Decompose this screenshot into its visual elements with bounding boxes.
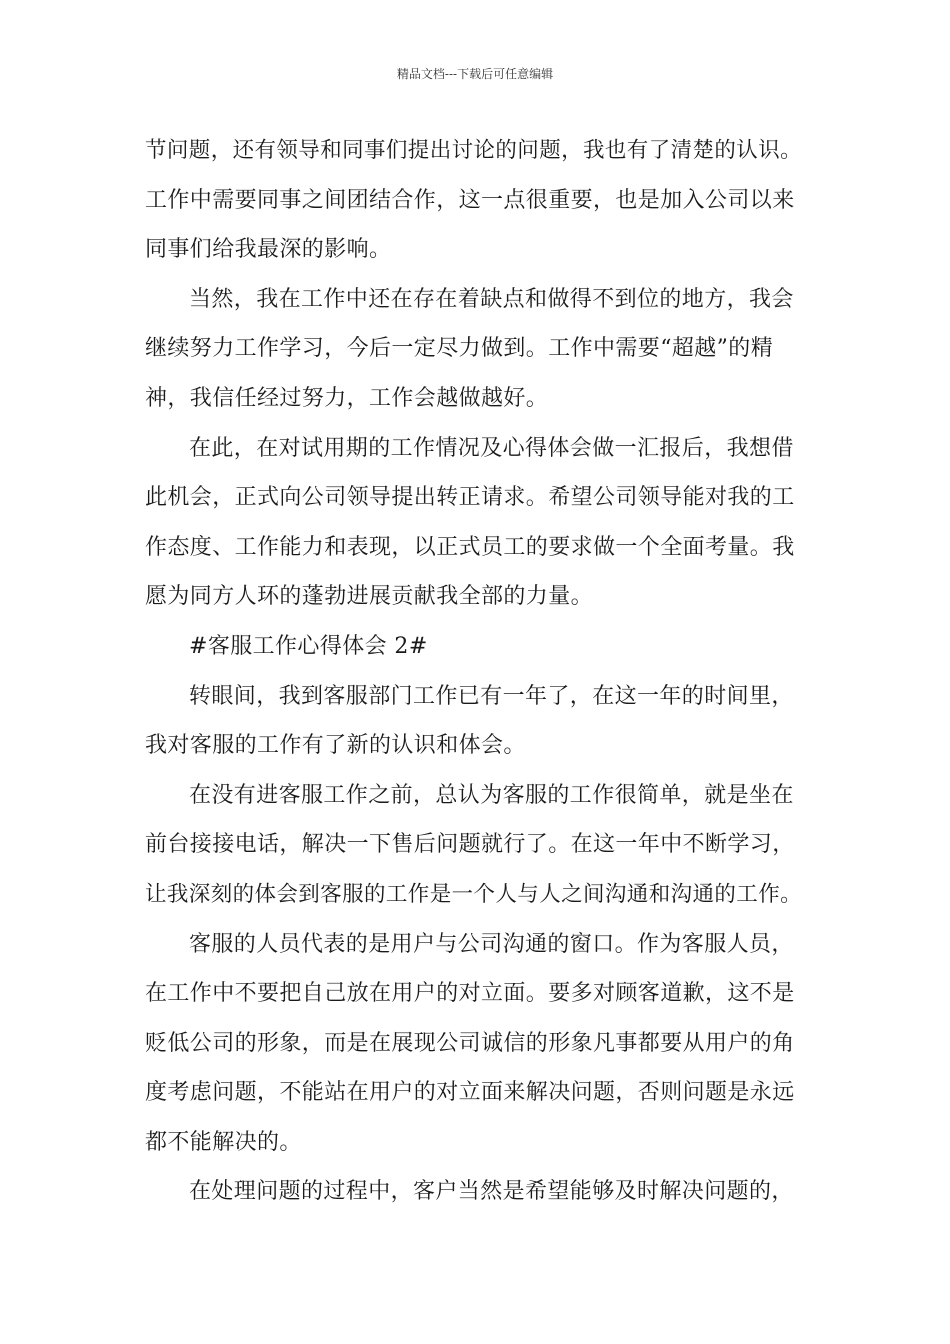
text-line: 当然，我在工作中还在存在着缺点和做得不到位的地方，我会 [189, 286, 794, 312]
text-line: 在没有进客服工作之前，总认为客服的工作很简单，就是坐在 [189, 782, 794, 808]
text-line: 前台接接电话，解决一下售后问题就行了。在这一年中不断学习， [145, 832, 795, 858]
section-heading: #客服工作心得体会 2# [189, 633, 428, 659]
text-line: 工作中需要同事之间团结合作，这一点很重要，也是加入公司以来 [145, 187, 795, 213]
text-line: 客服的人员代表的是用户与公司沟通的窗口。作为客服人员， [189, 931, 794, 957]
text-line: 神，我信任经过努力，工作会越做越好。 [145, 385, 549, 411]
text-line: 节问题，还有领导和同事们提出讨论的问题，我也有了清楚的认识。 [145, 138, 803, 163]
text-line: 贬低公司的形象，而是在展现公司诚信的形象凡事都要从用户的角 [145, 1030, 795, 1056]
text-line: 在工作中不要把自己放在用户的对立面。要多对顾客道歉，这不是 [145, 981, 795, 1007]
text-line: 让我深刻的体会到客服的工作是一个人与人之间沟通和沟通的工作。 [145, 881, 803, 907]
document-body [145, 126, 810, 1217]
text-line: 在处理问题的过程中，客户当然是希望能够及时解决问题的， [189, 1179, 794, 1205]
text-line: 同事们给我最深的影响。 [145, 237, 392, 263]
text-line: 作态度、工作能力和表现，以正式员工的要求做一个全面考量。我 [145, 534, 795, 560]
text-line: 都不能解决的。 [145, 1129, 302, 1155]
page-header: 精品文档---下载后可任意编辑 [396, 67, 554, 81]
text-line: 在此，在对试用期的工作情况及心得体会做一汇报后，我想借 [189, 435, 794, 461]
text-line: 度考虑问题，不能站在用户的对立面来解决问题，否则问题是永远 [145, 1080, 795, 1106]
text-line: 我对客服的工作有了新的认识和体会。 [145, 733, 526, 759]
text-line: 此机会，正式向公司领导提出转正请求。希望公司领导能对我的工 [145, 485, 795, 511]
text-line: 转眼间，我到客服部门工作已有一年了，在这一年的时间里， [189, 683, 794, 709]
text-line: 愿为同方人环的蓬勃进展贡献我全部的力量。 [145, 584, 594, 610]
text-line: 继续努力工作学习，今后一定尽力做到。工作中需要“超越”的精 [145, 336, 774, 362]
